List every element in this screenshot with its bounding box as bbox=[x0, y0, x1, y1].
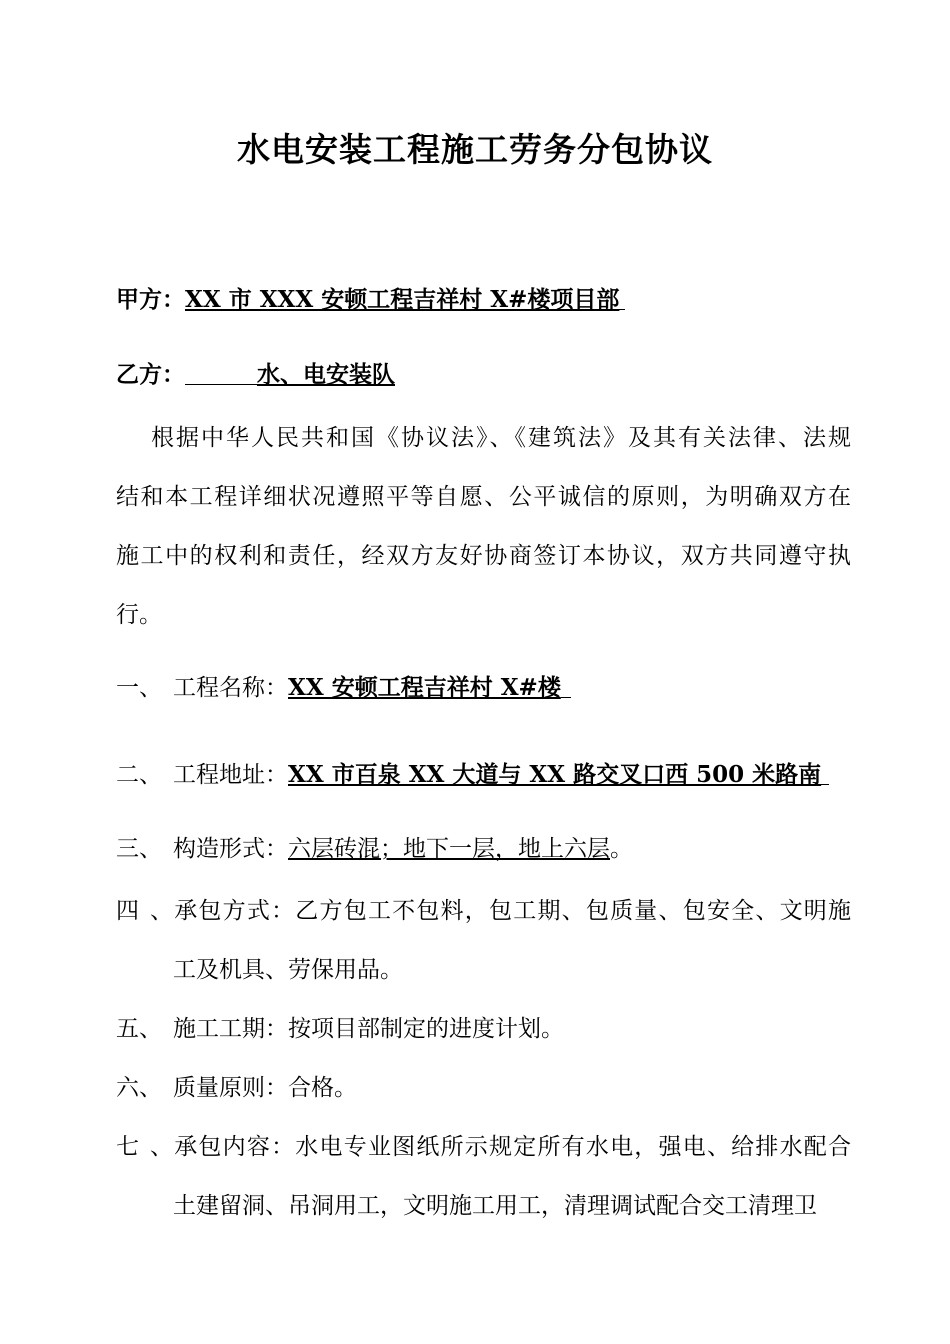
party-b bbox=[116, 359, 851, 391]
item-label: 构造形式： bbox=[173, 836, 288, 862]
item-scope-cont: 土建留洞、吊洞用工，文明施工用工，清理调试配合交工清理卫 bbox=[173, 1193, 817, 1219]
item-tail: 。 bbox=[610, 836, 633, 862]
item-label: 质量原则： bbox=[173, 1075, 288, 1101]
item-project-address bbox=[116, 759, 851, 791]
item-schedule bbox=[116, 1013, 851, 1045]
item-value: 六层砖混；地下一层，地上六层 bbox=[288, 836, 610, 862]
preamble-line-3: 施工中的权利和责任，经双方友好协商签订本协议，双方共同遵守执 bbox=[116, 543, 851, 569]
item-structure bbox=[116, 833, 851, 865]
item-blank bbox=[561, 675, 571, 698]
item-quality bbox=[116, 1072, 851, 1104]
item-value: XX 安顿工程吉祥村 X#楼 bbox=[288, 674, 561, 701]
item-label: 施工工期： bbox=[173, 1016, 288, 1042]
item-label: 承包方式： bbox=[173, 898, 296, 924]
item-number: 七、 bbox=[116, 1134, 173, 1160]
item-value: 乙方包工不包料，包工期、包质量、包安全、文明施 bbox=[295, 898, 852, 924]
item-label: 工程名称： bbox=[173, 675, 288, 701]
party-a bbox=[116, 284, 851, 316]
preamble-line-4: 行。 bbox=[116, 602, 162, 628]
item-project-name bbox=[116, 672, 851, 704]
preamble-line-1: 根据中华人民共和国《协议法》、《建筑法》及其有关法律、法规 bbox=[151, 425, 851, 451]
item-value: 水电专业图纸所示规定所有水电，强电、给排水配合 bbox=[295, 1134, 852, 1160]
party-b-label: 乙方： bbox=[116, 361, 185, 388]
document-title: 水电安装工程施工劳务分包协议 bbox=[237, 130, 713, 169]
item-number: 二、 bbox=[116, 762, 162, 788]
item-number: 一、 bbox=[116, 675, 162, 701]
item-number: 四、 bbox=[116, 898, 173, 924]
party-a-label: 甲方： bbox=[116, 286, 185, 313]
party-b-blank bbox=[185, 362, 257, 385]
party-a-blank bbox=[619, 287, 625, 310]
item-value: XX 市百泉 XX 大道与 XX 路交叉口西 500 米路南 bbox=[288, 761, 822, 788]
party-a-value: XX 市 XXX 安顿工程吉祥村 X#楼项目部 bbox=[185, 286, 620, 313]
item-scope bbox=[116, 1131, 851, 1163]
item-blank bbox=[821, 762, 829, 785]
item-contract-mode bbox=[116, 895, 851, 927]
item-number: 六、 bbox=[116, 1075, 162, 1101]
item-label: 工程地址： bbox=[173, 762, 288, 788]
item-value: 合格。 bbox=[288, 1075, 357, 1101]
item-value: 按项目部制定的进度计划。 bbox=[288, 1016, 564, 1042]
preamble-line-2: 结和本工程详细状况遵照平等自愿、公平诚信的原则，为明确双方在 bbox=[116, 484, 851, 510]
item-number: 三、 bbox=[116, 836, 162, 862]
item-label: 承包内容： bbox=[173, 1134, 296, 1160]
item-number: 五、 bbox=[116, 1016, 162, 1042]
item-contract-mode-cont: 工及机具、劳保用品。 bbox=[173, 957, 403, 983]
party-b-value: 水、电安装队 bbox=[257, 361, 395, 388]
